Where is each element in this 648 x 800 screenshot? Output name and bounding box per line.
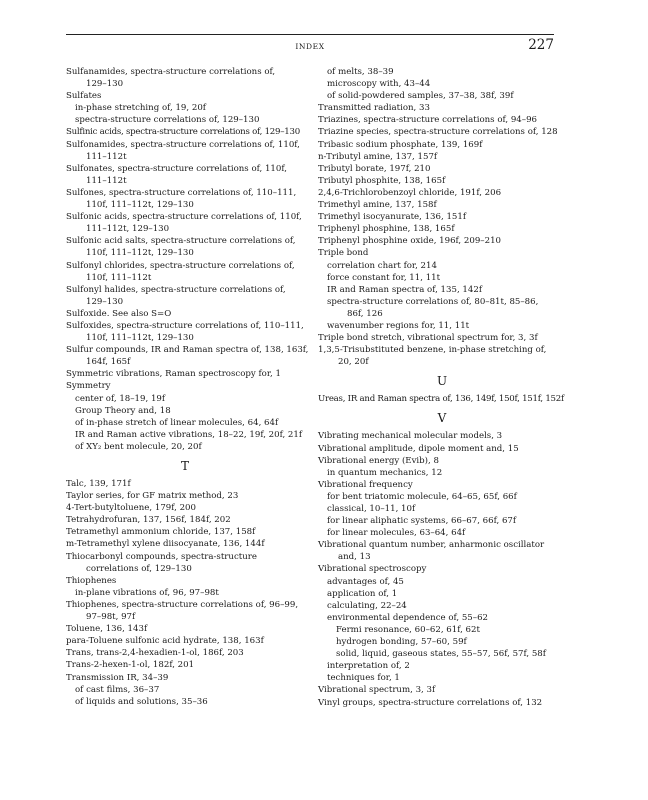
section-letter: T: [180, 459, 189, 473]
index-entry: Thiophenes: [66, 575, 117, 586]
index-subentry: correlation chart for, 214: [327, 260, 437, 271]
index-entry: Tributyl phosphite, 138, 165f: [318, 175, 446, 186]
index-column-right: [318, 66, 566, 709]
index-entry: Tetramethyl ammonium chloride, 137, 158f: [66, 527, 256, 538]
index-subentry: IR and Raman active vibrations, 18–22, 19f, 20f, 21f: [75, 429, 303, 440]
index-entry: Vibrational spectroscopy: [318, 564, 427, 575]
index-entry: Sulfonyl halides, spectra-structure correlations of,: [66, 284, 286, 295]
index-entry-continuation: 129–130: [86, 296, 124, 307]
index-subentry: microscopy with, 43–44: [327, 79, 431, 90]
index-entry-continuation: 129–130: [86, 79, 124, 90]
index-entry: Trimethyl isocyanurate, 136, 151f: [318, 212, 467, 223]
index-subentry: of liquids and solutions, 35–36: [75, 696, 208, 707]
index-entry: Trimethyl amine, 137, 158f: [318, 200, 437, 211]
index-entry: Thiocarbonyl compounds, spectra-structure: [66, 551, 257, 562]
index-entry: Triphenyl phosphine, 138, 165f: [318, 224, 455, 235]
index-subentry: for bent triatomic molecule, 64–65, 65f, 66f: [327, 491, 517, 502]
index-subentry: in-plane vibrations of, 96, 97–98t: [75, 587, 219, 598]
index-subentry: in quantum mechanics, 12: [327, 467, 443, 478]
index-entry-continuation: correlations of, 129–130: [86, 563, 192, 574]
index-entry: 1,3,5-Trisubstituted benzene, in-phase stretching of,: [318, 345, 547, 356]
index-entry: Trans-2-hexen-1-ol, 182f, 201: [66, 660, 195, 671]
index-entry: Symmetric vibrations, Raman spectroscopy for, 1: [66, 369, 281, 380]
index-subentry: of cast films, 36–37: [75, 684, 160, 695]
index-entry: Transmitted radiation, 33: [318, 103, 430, 114]
index-entry: Tetrahydrofuran, 137, 156f, 184f, 202: [66, 515, 231, 526]
index-entry: 2,4,6-Trichlorobenzoyl chloride, 191f, 206: [318, 187, 502, 198]
index-entry-continuation: 110f, 111–112t: [86, 272, 152, 283]
index-entry: Vinyl groups, spectra-structure correlations of, 132: [318, 697, 543, 708]
header-rule: [66, 34, 554, 35]
index-subentry: classical, 10–11, 10f: [327, 504, 416, 514]
index-entry-continuation: 97–98t, 97f: [86, 612, 136, 623]
index-subentry: of melts, 38–39: [327, 67, 394, 77]
index-entry-continuation: 111–112t, 129–130: [86, 224, 170, 235]
index-subentry: for linear molecules, 63–64, 64f: [327, 528, 466, 539]
index-subentry: advantages of, 45: [327, 576, 404, 587]
index-entry-continuation: 110f, 111–112t, 129–130: [86, 248, 194, 259]
index-entry-continuation: 111–112t: [86, 151, 127, 162]
index-entry: Vibrational spectrum, 3, 3f: [318, 685, 436, 696]
index-subentry: IR and Raman spectra of, 135, 142f: [327, 284, 483, 295]
index-entry: Triazine species, spectra-structure correlations of, 128: [318, 127, 558, 138]
index-entry: Sulfates: [66, 91, 102, 102]
index-entry: Talc, 139, 171f: [66, 479, 131, 489]
index-entry: n-Tributyl amine, 137, 157f: [318, 151, 438, 162]
index-entry-continuation: 86f, 126: [347, 308, 383, 319]
index-entry: Symmetry: [66, 381, 111, 392]
running-head: INDEX: [295, 42, 325, 51]
index-entry: Vibrational amplitude, dipole moment and, 15: [318, 443, 519, 454]
index-subentry: spectra-structure correlations of, 80–81t, 85–86,: [327, 296, 539, 307]
index-entry: Sulfones, spectra-structure correlations of, 110–111,: [66, 187, 297, 198]
index-entry: Sulfoxides, spectra-structure correlations of, 110–111,: [66, 320, 304, 331]
index-subentry: application of, 1: [327, 588, 398, 599]
index-entry: Triazines, spectra-structure correlations of, 94–96: [318, 115, 538, 126]
index-subentry: of in-phase stretch of linear molecules, 64, 64f: [75, 417, 279, 428]
index-subentry: center of, 18–19, 19f: [75, 393, 166, 404]
index-entry: Thiophenes, spectra-structure correlations of, 96–99,: [66, 599, 299, 610]
index-subentry: techniques for, 1: [327, 673, 400, 684]
index-entry: Sulfur compounds, IR and Raman spectra of, 138, 163f,: [66, 345, 309, 356]
index-subentry: of XY₂ bent molecule, 20, 20f: [75, 441, 202, 452]
index-entry: Sulfinic acids, spectra-structure correlations of, 129–130: [66, 127, 300, 138]
index-entry: m-Tetramethyl xylene diisocyanate, 136, 144f: [66, 539, 265, 550]
index-subentry: wavenumber regions for, 11, 11t: [327, 320, 470, 331]
index-subentry: spectra-structure correlations of, 129–130: [75, 115, 260, 126]
index-subentry: hydrogen bonding, 57–60, 59f: [336, 637, 467, 648]
index-subentry: in-phase stretching of, 19, 20f: [75, 103, 206, 114]
index-entry: Sulfonic acids, spectra-structure correlations of, 110f,: [66, 212, 302, 223]
index-subentry: calculating, 22–24: [327, 600, 407, 611]
index-entry: Trans, trans-2,4-hexadien-1-ol, 186f, 203: [66, 648, 244, 659]
index-entry: Sulfonamides, spectra-structure correlations of, 110f,: [66, 139, 300, 150]
index-subentry: for linear aliphatic systems, 66–67, 66f, 67f: [327, 516, 517, 527]
index-entry: Triphenyl phosphine oxide, 196f, 209–210: [318, 236, 501, 247]
index-entry: Sulfonates, spectra-structure correlations of, 110f,: [66, 163, 287, 174]
index-entry: Ureas, IR and Raman spectra of, 136, 149f, 150f, 151f, 152f: [318, 394, 564, 405]
index-entry-continuation: and, 13: [338, 552, 371, 563]
index-entry-continuation: 110f, 111–112t, 129–130: [86, 200, 194, 211]
index-entry: Vibrational frequency: [318, 479, 413, 490]
index-entry: para-Toluene sulfonic acid hydrate, 138, 163f: [66, 636, 264, 647]
index-column-left: [66, 66, 309, 708]
index-entry: Triple bond: [318, 248, 369, 259]
index-subentry: of solid-powdered samples, 37–38, 38f, 39f: [327, 91, 514, 102]
index-subentry: Fermi resonance, 60–62, 61f, 62t: [336, 624, 480, 635]
index-entry: Sulfonic acid salts, spectra-structure correlations of,: [66, 236, 296, 247]
index-subentry: Group Theory and, 18: [75, 405, 171, 416]
index-entry: Tributyl borate, 197f, 210: [318, 163, 431, 174]
index-subentry: interpretation of, 2: [327, 661, 410, 672]
index-entry: 4-Tert-butyltoluene, 179f, 200: [66, 503, 196, 514]
index-entry-continuation: 164f, 165f: [86, 357, 131, 368]
index-entry: Transmission IR, 34–39: [66, 672, 169, 683]
index-subentry: solid, liquid, gaseous states, 55–57, 56f, 57f, 58f: [336, 649, 546, 660]
index-entry-continuation: 20, 20f: [338, 357, 369, 368]
index-entry: Vibrational energy (Evib), 8: [318, 455, 439, 466]
index-entry-continuation: 110f, 111–112t, 129–130: [86, 333, 194, 344]
index-entry: Vibrational quantum number, anharmonic oscillator: [318, 540, 545, 551]
index-entry: Vibrating mechanical molecular models, 3: [318, 431, 503, 442]
section-letter: V: [437, 411, 447, 426]
index-entry: Tribasic sodium phosphate, 139, 169f: [318, 139, 483, 150]
index-entry: Taylor series, for GF matrix method, 23: [66, 491, 239, 502]
index-entry: Toluene, 136, 143f: [66, 624, 148, 635]
index-subentry: force constant for, 11, 11t: [327, 272, 441, 283]
section-letter: U: [436, 374, 448, 389]
index-entry: Triple bond stretch, vibrational spectrum for, 3, 3f: [318, 333, 538, 344]
index-entry: Sulfoxide. See also S=O: [66, 308, 172, 319]
index-entry: Sulfonyl chlorides, spectra-structure correlations of,: [66, 260, 295, 271]
index-entry-continuation: 111–112t: [86, 175, 127, 186]
index-entry: Sulfanamides, spectra-structure correlations of,: [66, 67, 276, 77]
index-subentry: environmental dependence of, 55–62: [327, 612, 489, 623]
page-number: 227: [528, 37, 554, 53]
